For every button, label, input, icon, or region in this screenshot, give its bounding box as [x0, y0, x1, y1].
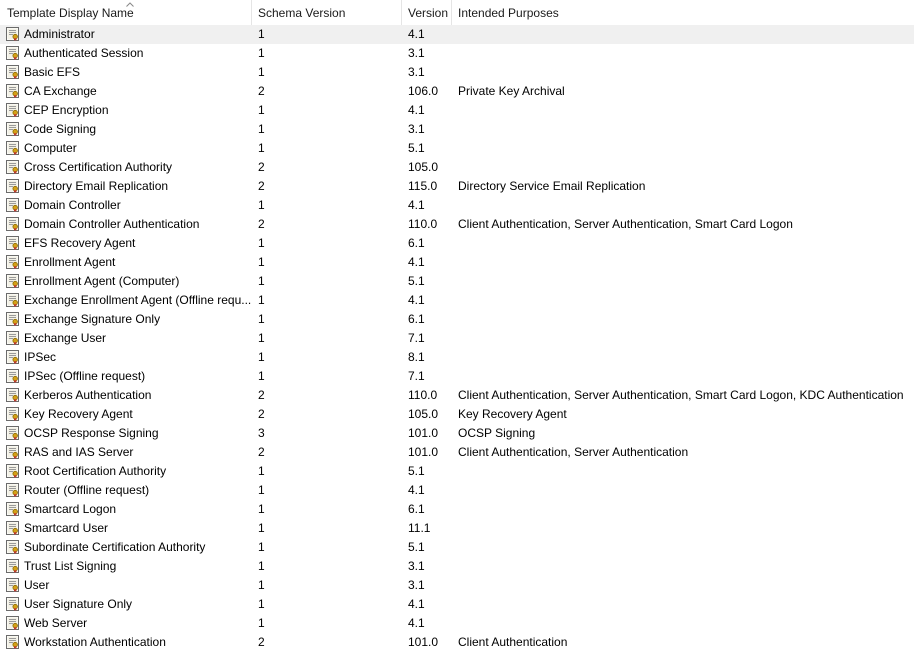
certificate-template-icon: [6, 616, 20, 630]
column-header-template-name-label: Template Display Name: [7, 6, 134, 20]
intended-purposes: [458, 253, 914, 272]
template-name: IPSec (Offline request): [24, 369, 146, 383]
intended-purposes: Private Key Archival: [458, 84, 565, 98]
template-row[interactable]: [0, 120, 914, 139]
schema-version: 2: [258, 179, 265, 193]
template-name: EFS Recovery Agent: [24, 236, 136, 250]
version: 7.1: [408, 369, 425, 383]
schema-version: 1: [258, 483, 265, 497]
template-row[interactable]: [0, 538, 914, 557]
intended-purposes: Directory Service Email Replication: [458, 179, 646, 193]
certificate-template-icon: [6, 369, 20, 383]
template-name: Trust List Signing: [24, 559, 117, 573]
template-row[interactable]: [0, 614, 914, 633]
version: 4.1: [408, 616, 425, 630]
intended-purposes: [458, 462, 914, 481]
schema-version: 2: [258, 84, 265, 98]
schema-version: 1: [258, 122, 265, 136]
schema-version: 2: [258, 388, 265, 402]
intended-purposes: [458, 158, 914, 177]
template-name: Domain Controller Authentication: [24, 217, 200, 231]
certificate-template-icon: [6, 84, 20, 98]
template-row[interactable]: [0, 519, 914, 538]
schema-version: 1: [258, 559, 265, 573]
certificate-template-icon: [6, 103, 20, 117]
intended-purposes: [458, 101, 914, 120]
version: 110.0: [408, 217, 438, 231]
schema-version: 1: [258, 521, 265, 535]
template-name: IPSec: [24, 350, 57, 364]
certificate-template-icon: [6, 312, 20, 326]
template-row[interactable]: [0, 196, 914, 215]
template-name: Smartcard Logon: [24, 502, 117, 516]
version: 110.0: [408, 388, 438, 402]
template-name: Directory Email Replication: [24, 179, 169, 193]
version: 4.1: [408, 293, 425, 307]
template-row[interactable]: [0, 367, 914, 386]
schema-version: 1: [258, 369, 265, 383]
certificate-template-icon: [6, 217, 20, 231]
template-row[interactable]: [0, 443, 914, 462]
intended-purposes: [458, 291, 914, 310]
certificate-template-icon: [6, 635, 20, 649]
intended-purposes: [458, 348, 914, 367]
template-name: Router (Offline request): [24, 483, 150, 497]
column-header-intended-purposes[interactable]: [451, 0, 914, 25]
template-name: Exchange Enrollment Agent (Offline requ...: [24, 293, 252, 307]
template-row[interactable]: [0, 177, 914, 196]
intended-purposes: [458, 310, 914, 329]
certificate-template-icon: [6, 388, 20, 402]
certificate-template-icon: [6, 578, 20, 592]
certificate-template-icon: [6, 502, 20, 516]
version: 4.1: [408, 103, 425, 117]
schema-version: 1: [258, 331, 265, 345]
template-name: Code Signing: [24, 122, 97, 136]
version: 11.1: [408, 521, 431, 535]
column-header-intended-purposes-label: Intended Purposes: [458, 6, 559, 20]
schema-version: 1: [258, 274, 265, 288]
version: 5.1: [408, 141, 425, 155]
version: 3.1: [408, 46, 425, 60]
schema-version: 1: [258, 578, 265, 592]
certificate-template-icon: [6, 236, 20, 250]
schema-version: 3: [258, 426, 265, 440]
intended-purposes: Client Authentication, Server Authentication, Smart Card Logon: [458, 217, 793, 231]
version: 5.1: [408, 274, 425, 288]
intended-purposes: [458, 63, 914, 82]
schema-version: 2: [258, 217, 265, 231]
version: 7.1: [408, 331, 425, 345]
schema-version: 1: [258, 141, 265, 155]
template-name: User: [24, 578, 50, 592]
intended-purposes: [458, 557, 914, 576]
template-row[interactable]: [0, 329, 914, 348]
template-row[interactable]: [0, 25, 914, 44]
intended-purposes: [458, 367, 914, 386]
template-row[interactable]: [0, 348, 914, 367]
template-name: User Signature Only: [24, 597, 133, 611]
column-header-version[interactable]: [401, 0, 451, 25]
intended-purposes: [458, 614, 914, 633]
intended-purposes: [458, 519, 914, 538]
template-row[interactable]: [0, 481, 914, 500]
intended-purposes: [458, 595, 914, 614]
template-name: Administrator: [24, 27, 95, 41]
template-name: Computer: [24, 141, 77, 155]
template-row[interactable]: [0, 215, 914, 234]
template-row[interactable]: [0, 557, 914, 576]
certificate-template-icon: [6, 331, 20, 345]
certificate-template-icon: [6, 540, 20, 554]
version: 106.0: [408, 84, 439, 98]
version: 105.0: [408, 407, 439, 421]
intended-purposes: OCSP Signing: [458, 426, 536, 440]
intended-purposes: Client Authentication: [458, 635, 568, 649]
intended-purposes: [458, 329, 914, 348]
intended-purposes: [458, 196, 914, 215]
version: 3.1: [408, 122, 425, 136]
schema-version: 2: [258, 407, 265, 421]
template-row[interactable]: [0, 405, 914, 424]
template-name: Authenticated Session: [24, 46, 144, 60]
template-name: Web Server: [24, 616, 88, 630]
schema-version: 1: [258, 616, 265, 630]
version: 101.0: [408, 445, 439, 459]
schema-version: 1: [258, 350, 265, 364]
intended-purposes: [458, 576, 914, 595]
template-name: Key Recovery Agent: [24, 407, 133, 421]
intended-purposes: [458, 44, 914, 63]
template-name: Workstation Authentication: [24, 635, 166, 649]
schema-version: 1: [258, 103, 265, 117]
schema-version: 1: [258, 464, 265, 478]
schema-version: 1: [258, 255, 265, 269]
template-row[interactable]: [0, 310, 914, 329]
certificate-template-icon: [6, 179, 20, 193]
certificate-template-icon: [6, 426, 20, 440]
intended-purposes: [458, 500, 914, 519]
intended-purposes: [458, 234, 914, 253]
column-header-version-label: Version: [408, 6, 449, 20]
version: 6.1: [408, 502, 425, 516]
intended-purposes: [458, 139, 914, 158]
template-row[interactable]: [0, 139, 914, 158]
certificate-template-icon: [6, 198, 20, 212]
template-name: Subordinate Certification Authority: [24, 540, 206, 554]
schema-version: 2: [258, 635, 265, 649]
template-row[interactable]: [0, 101, 914, 120]
version: 5.1: [408, 540, 425, 554]
version: 4.1: [408, 198, 425, 212]
schema-version: 1: [258, 312, 265, 326]
schema-version: 1: [258, 236, 265, 250]
template-row[interactable]: [0, 424, 914, 443]
certificate-template-icon: [6, 65, 20, 79]
template-name: Exchange User: [24, 331, 107, 345]
schema-version: 1: [258, 597, 265, 611]
sort-ascending-icon: [126, 2, 134, 7]
template-name: Enrollment Agent: [24, 255, 116, 269]
version: 3.1: [408, 559, 425, 573]
version: 3.1: [408, 578, 425, 592]
schema-version: 2: [258, 445, 265, 459]
version: 115.0: [408, 179, 438, 193]
template-row[interactable]: [0, 291, 914, 310]
list-body: [0, 25, 914, 652]
version: 6.1: [408, 236, 425, 250]
version: 4.1: [408, 255, 425, 269]
schema-version: 2: [258, 160, 265, 174]
template-row[interactable]: [0, 82, 914, 101]
version: 4.1: [408, 483, 425, 497]
version: 101.0: [408, 635, 439, 649]
certificate-template-icon: [6, 350, 20, 364]
schema-version: 1: [258, 27, 265, 41]
certificate-template-icon: [6, 27, 20, 41]
schema-version: 1: [258, 540, 265, 554]
certificate-template-icon: [6, 464, 20, 478]
template-name: OCSP Response Signing: [24, 426, 159, 440]
schema-version: 1: [258, 198, 265, 212]
template-name: Domain Controller: [24, 198, 121, 212]
template-name: Kerberos Authentication: [24, 388, 152, 402]
intended-purposes: [458, 538, 914, 557]
intended-purposes: [458, 120, 914, 139]
schema-version: 1: [258, 293, 265, 307]
template-name: CEP Encryption: [24, 103, 109, 117]
column-header-template-name[interactable]: [0, 0, 251, 25]
template-name: Enrollment Agent (Computer): [24, 274, 180, 288]
certificate-template-icon: [6, 407, 20, 421]
template-row[interactable]: [0, 63, 914, 82]
template-row[interactable]: [0, 44, 914, 63]
template-row[interactable]: [0, 234, 914, 253]
certificate-template-icon: [6, 445, 20, 459]
certificate-template-icon: [6, 559, 20, 573]
column-header-schema-version-label: Schema Version: [258, 6, 346, 20]
certificate-template-icon: [6, 483, 20, 497]
intended-purposes: Key Recovery Agent: [458, 407, 567, 421]
certificate-template-icon: [6, 293, 20, 307]
certificate-template-icon: [6, 122, 20, 136]
template-name: Cross Certification Authority: [24, 160, 173, 174]
certificate-template-icon: [6, 160, 20, 174]
list-header: [0, 0, 914, 25]
template-name: CA Exchange: [24, 84, 97, 98]
certificate-template-icon: [6, 46, 20, 60]
template-name: Basic EFS: [24, 65, 81, 79]
template-name: RAS and IAS Server: [24, 445, 134, 459]
version: 5.1: [408, 464, 425, 478]
intended-purposes: Client Authentication, Server Authentication: [458, 445, 689, 459]
intended-purposes: [458, 481, 914, 500]
template-row[interactable]: [0, 576, 914, 595]
intended-purposes: [458, 25, 914, 44]
template-row[interactable]: [0, 253, 914, 272]
intended-purposes: [458, 272, 914, 291]
version: 4.1: [408, 597, 425, 611]
column-header-schema-version[interactable]: [251, 0, 401, 25]
version: 8.1: [408, 350, 425, 364]
template-name: Exchange Signature Only: [24, 312, 161, 326]
intended-purposes: Client Authentication, Server Authentication, Smart Card Logon, KDC Authentication: [458, 388, 904, 402]
certificate-template-icon: [6, 521, 20, 535]
template-row[interactable]: [0, 595, 914, 614]
template-name: Smartcard User: [24, 521, 109, 535]
certificate-template-icon: [6, 597, 20, 611]
template-row[interactable]: [0, 462, 914, 481]
certificate-template-icon: [6, 255, 20, 269]
certificate-template-icon: [6, 274, 20, 288]
template-row[interactable]: [0, 272, 914, 291]
template-row[interactable]: [0, 158, 914, 177]
schema-version: 1: [258, 46, 265, 60]
template-row[interactable]: [0, 633, 914, 652]
schema-version: 1: [258, 65, 265, 79]
version: 6.1: [408, 312, 425, 326]
version: 4.1: [408, 27, 425, 41]
version: 105.0: [408, 160, 439, 174]
template-row[interactable]: [0, 500, 914, 519]
template-name: Root Certification Authority: [24, 464, 167, 478]
version: 101.0: [408, 426, 439, 440]
certificate-template-icon: [6, 141, 20, 155]
schema-version: 1: [258, 502, 265, 516]
version: 3.1: [408, 65, 425, 79]
template-row[interactable]: [0, 386, 914, 405]
